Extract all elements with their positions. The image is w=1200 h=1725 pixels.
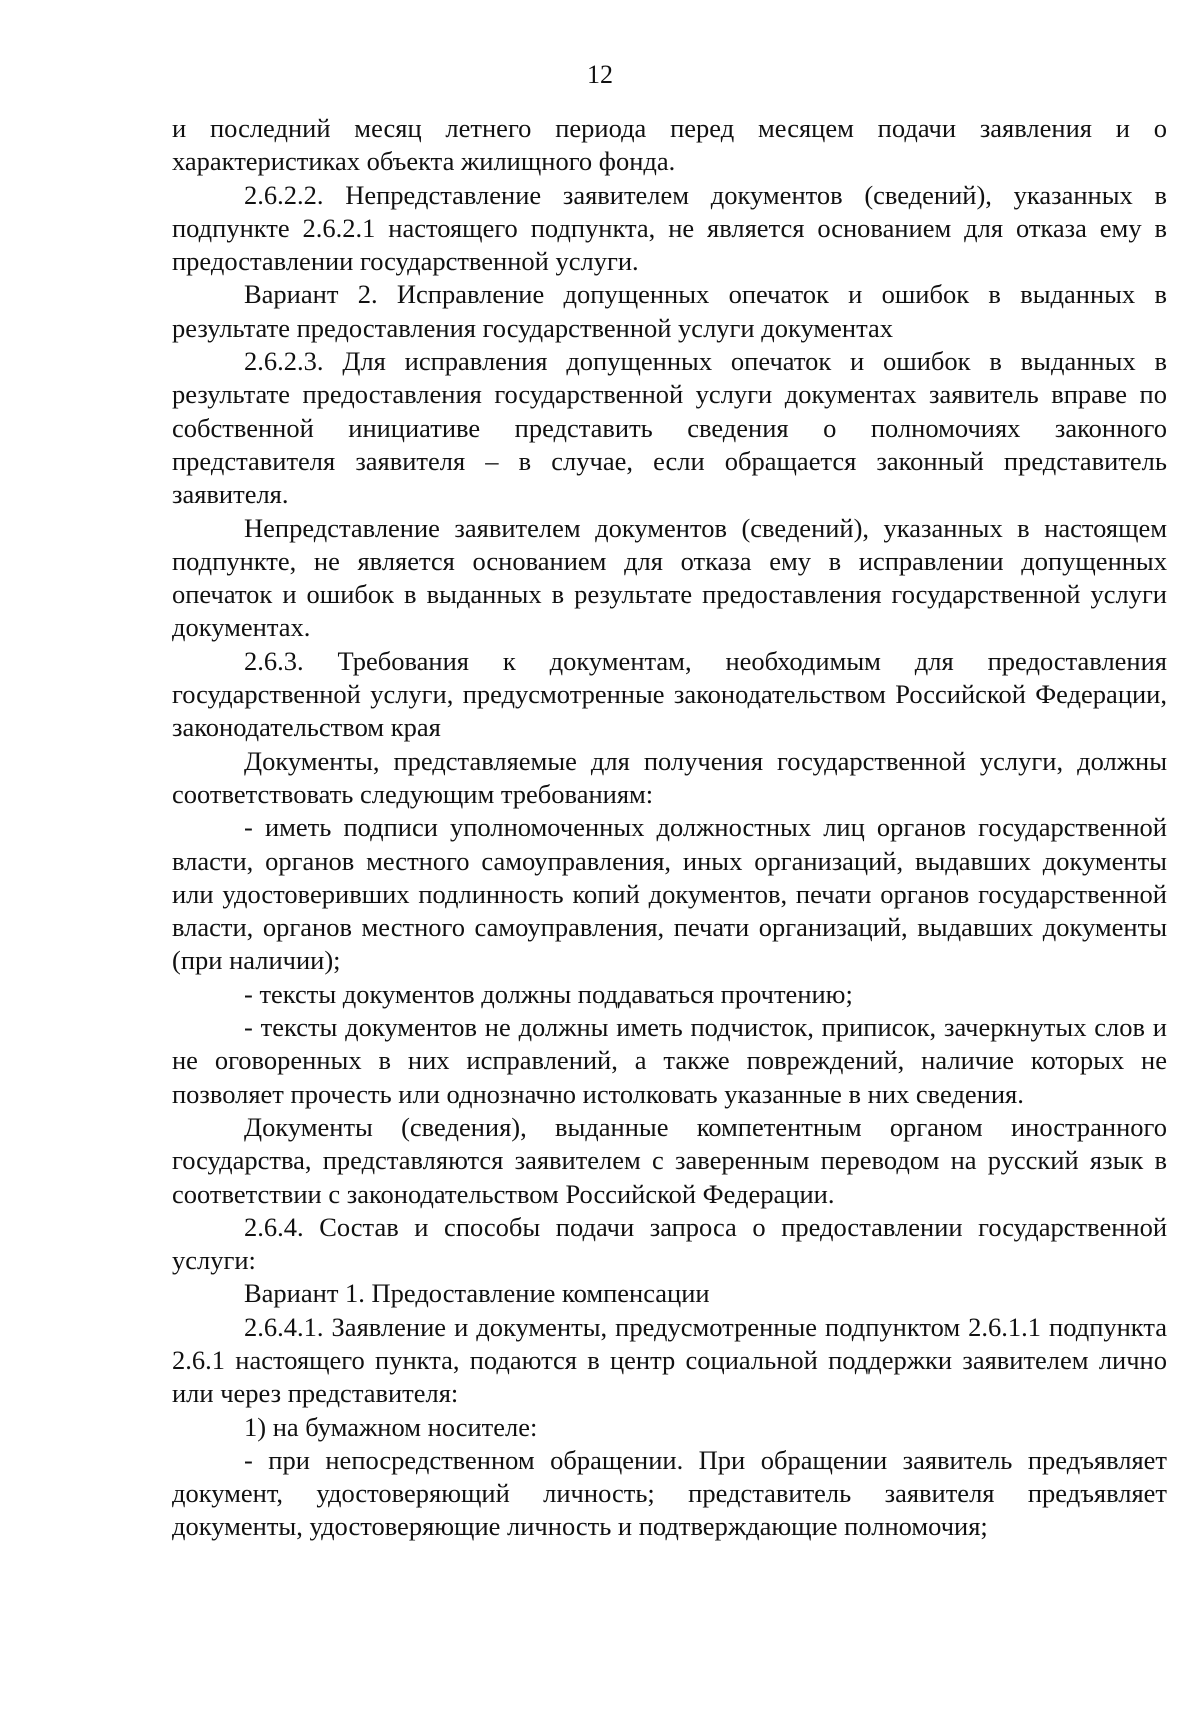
paragraph-2-6-2-2: 2.6.2.2. Непредставление заявителем документов (сведений), указанных в подпункте 2.6.2.1 настоящего подпункта, не является основанием для отказа ему в предоставлении государственной услуги. bbox=[172, 179, 1167, 277]
paragraph-foreign-documents: Документы (сведения), выданные компетентным органом иностранного государства, представляются заявителем с заверенным переводом на русский язык в соответствии с законодательством Российской Федерации. bbox=[172, 1111, 1167, 1209]
paragraph-2-6-3: 2.6.3. Требования к документам, необходимым для предоставления государственной услуги, предусмотренные законодательством Российской Федерации, законодательством края bbox=[172, 645, 1167, 743]
page-number: 12 bbox=[587, 60, 613, 89]
paragraph-2-6-2-3: 2.6.2.3. Для исправления допущенных опечаток и ошибок в выданных в результате предоставления государственной услуги документах заявитель вправе по собственной инициативе представить сведения о полномочиях законного представителя заявителя – в случае, если обращается законный представитель заявителя. bbox=[172, 346, 1167, 510]
paragraph-2-6-4: 2.6.4. Состав и способы подачи запроса о предоставлении государственной услуги: bbox=[172, 1211, 1167, 1276]
list-item-direct-appeal: - при непосредственном обращении. При обращении заявитель предъявляет документ, удостоверяющий личность; представитель заявителя предъявляет документы, удостоверяющие личность и подтверждающие полномочия; bbox=[172, 1444, 1167, 1542]
paragraph-variant-1-heading: Вариант 1. Предоставление компенсации bbox=[244, 1278, 710, 1309]
document-body bbox=[172, 112, 1167, 1544]
list-item-no-erasures: - тексты документов не должны иметь подчисток, приписок, зачеркнутых слов и не оговоренных в них исправлений, а также повреждений, наличие которых не позволяет прочесть или однозначно истолковать указанные в них сведения. bbox=[172, 1012, 1167, 1109]
paragraph-continuation: и последний месяц летнего периода перед месяцем подачи заявления и о характеристиках объекта жилищного фонда. bbox=[172, 113, 1167, 177]
paragraph-non-submission: Непредставление заявителем документов (сведений), указанных в настоящем подпункте, не является основанием для отказа ему в исправлении допущенных опечаток и ошибок в выданных в результате предоставления государственной услуги документах. bbox=[172, 512, 1167, 643]
paragraph-document-requirements: Документы, представляемые для получения государственной услуги, должны соответствовать следующим требованиям: bbox=[172, 745, 1167, 809]
list-item-paper-medium: 1) на бумажном носителе: bbox=[244, 1411, 538, 1442]
list-item-readable: - тексты документов должны поддаваться прочтению; bbox=[244, 978, 853, 1009]
paragraph-variant-2-heading: Вариант 2. Исправление допущенных опечаток и ошибок в выданных в результате предоставления государственной услуги документах bbox=[172, 279, 1167, 343]
list-item-signatures: - иметь подписи уполномоченных должностных лиц органов государственной власти, органов местного самоуправления, иных организаций, выдавших документы или удостоверивших подлинность копий документов, печати органов государственной власти, органов местного самоуправления, печати организаций, выдавших документы (при наличии); bbox=[172, 812, 1167, 976]
paragraph-2-6-4-1: 2.6.4.1. Заявление и документы, предусмотренные подпунктом 2.6.1.1 подпункта 2.6.1 настоящего пункта, подаются в центр социальной поддержки заявителем лично или через представителя: bbox=[172, 1311, 1167, 1409]
